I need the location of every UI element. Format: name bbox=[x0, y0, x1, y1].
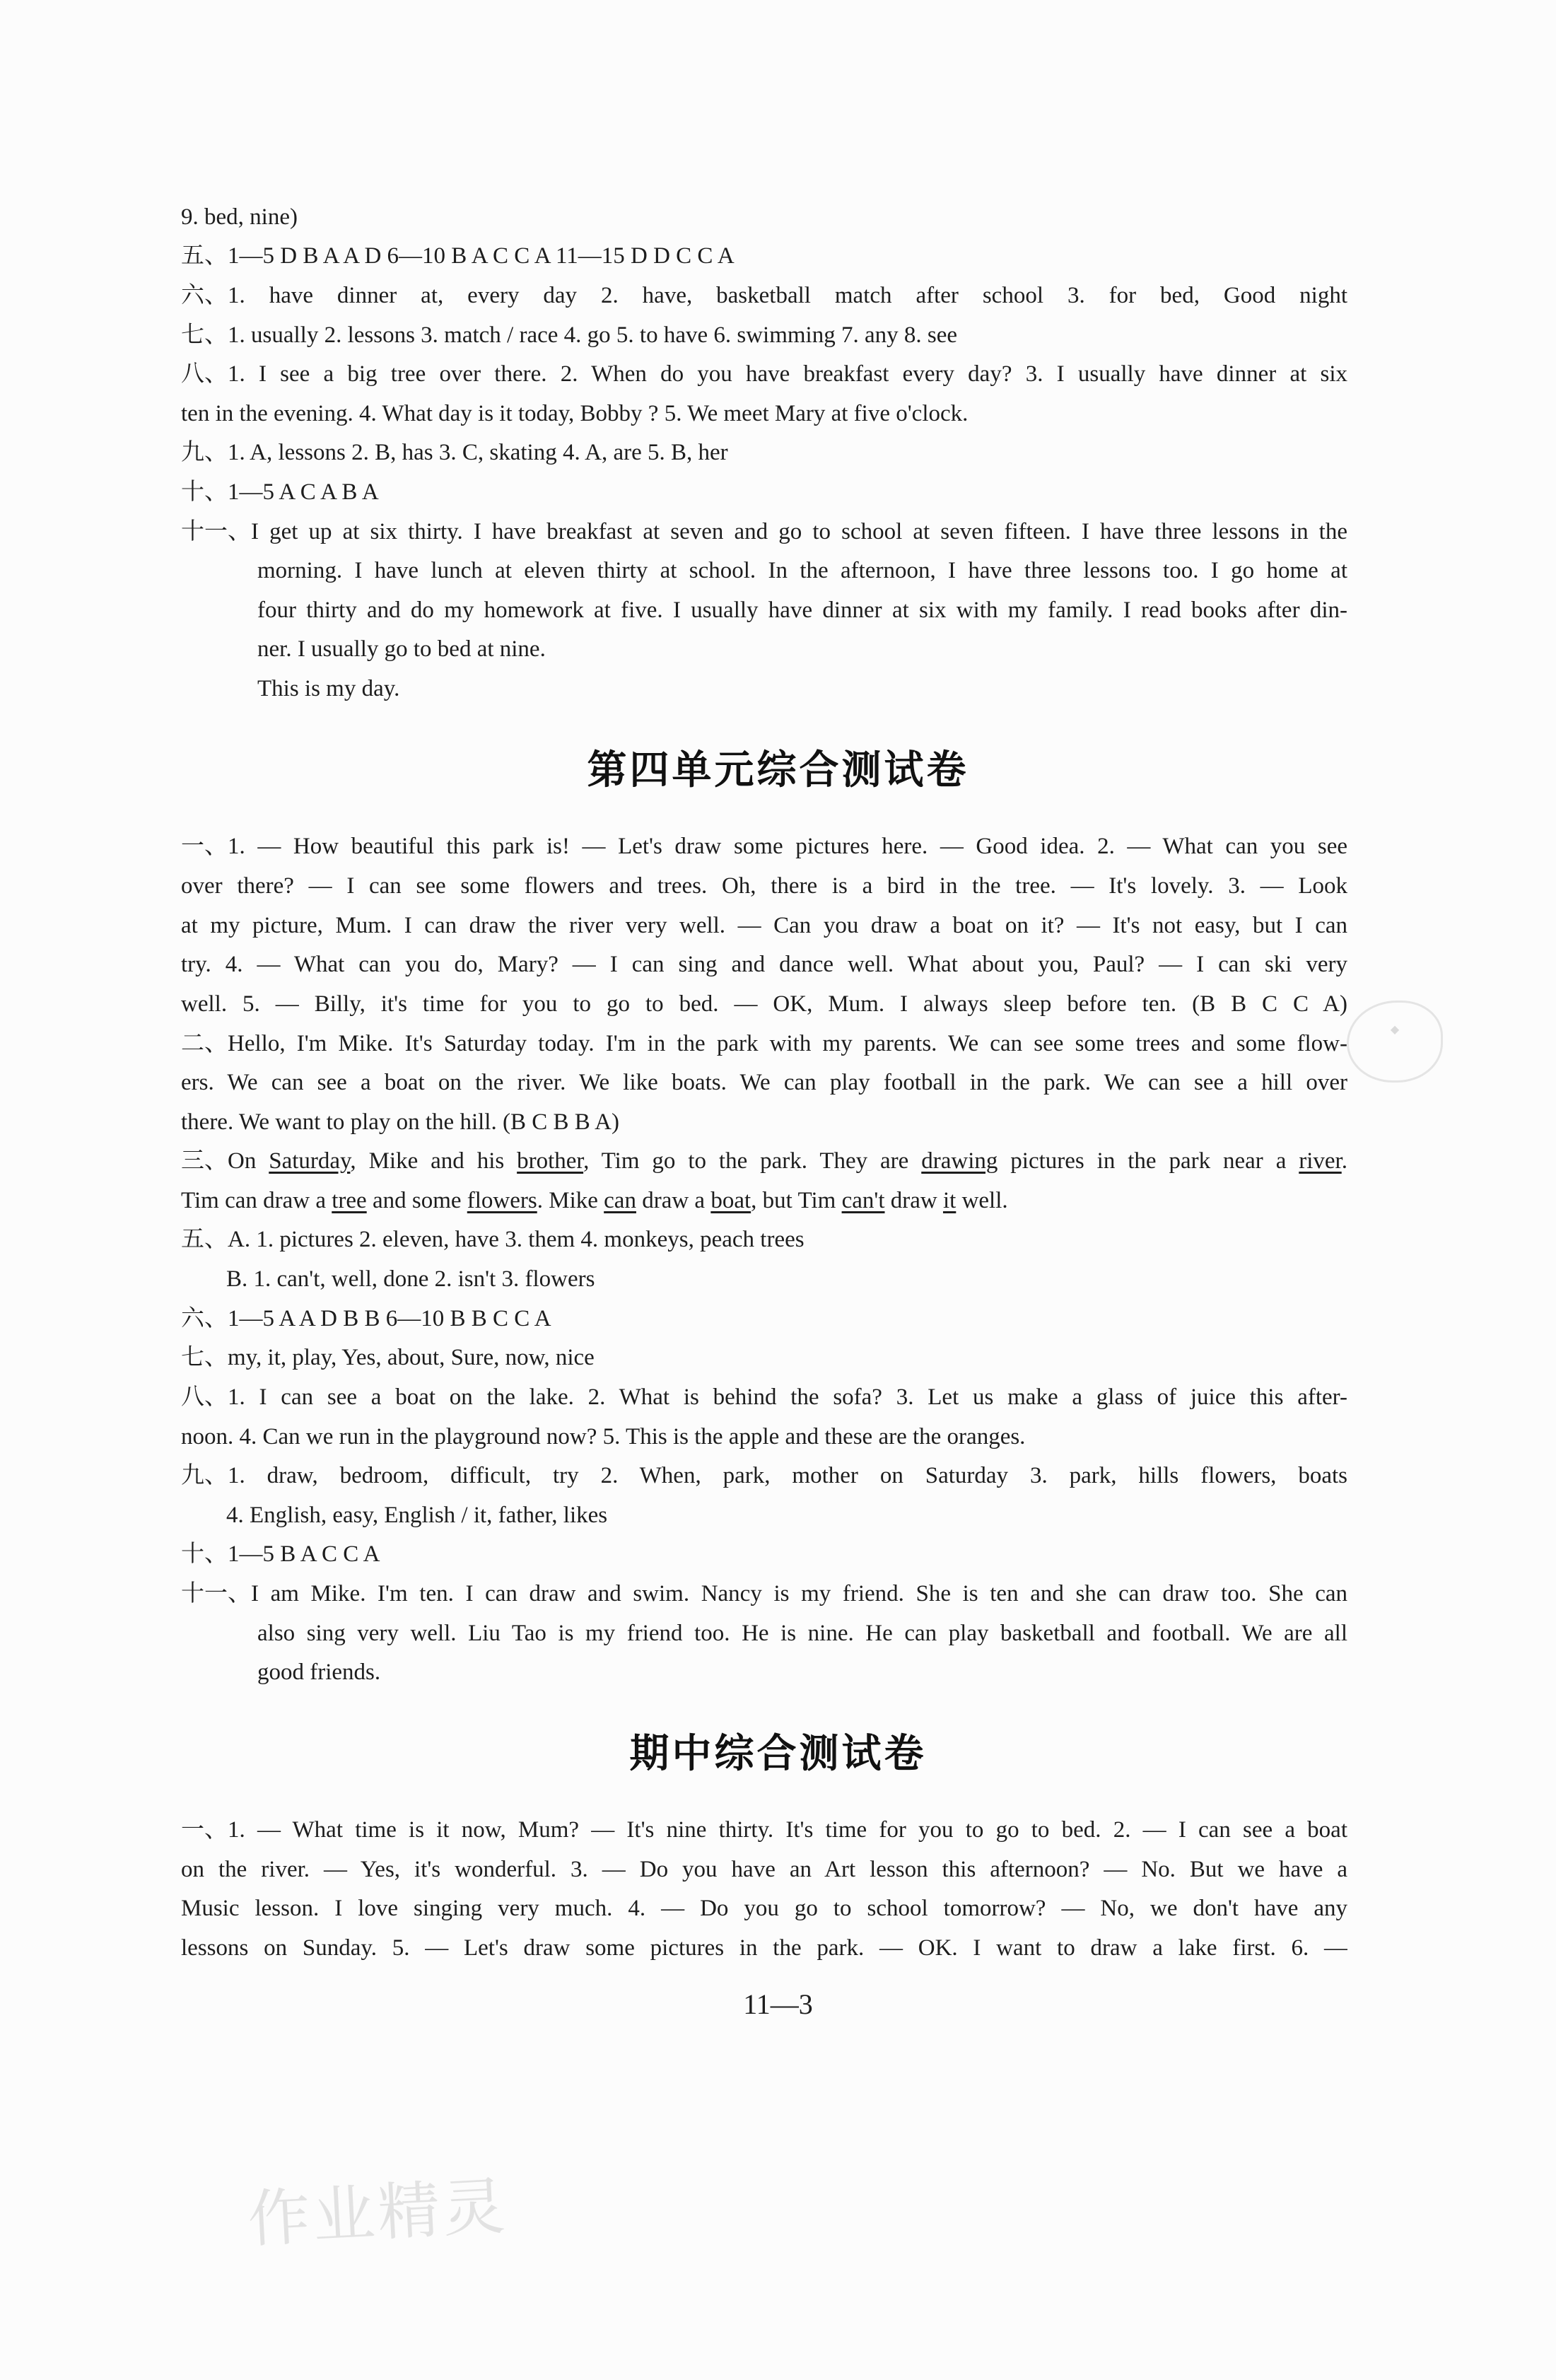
answer-line: on the river. — Yes, it's wonderful. 3. — Do you have an Art lesson this afternoon? — No. But we have a bbox=[181, 1857, 1347, 1882]
stamp-mark-icon: ◆ bbox=[1390, 1022, 1400, 1036]
section-heading-unit4: 第四单元综合测试卷 bbox=[587, 747, 969, 793]
answer-line: 十一、I am Mike. I'm ten. I can draw and swim. Nancy is my friend. She is ten and she can draw too. She can bbox=[181, 1581, 1347, 1606]
answer-line: 9. bed, nine) bbox=[181, 204, 298, 230]
section-heading-midterm: 期中综合测试卷 bbox=[629, 1731, 927, 1777]
answer-line: 七、1. usually 2. lessons 3. match / race 4. go 5. to have 6. swimming 7. any 8. see bbox=[181, 322, 957, 348]
answer-line: 八、1. I can see a boat on the lake. 2. What is behind the sofa? 3. Let us make a glass of juice this after- bbox=[181, 1384, 1347, 1410]
answer-line: 六、1—5 A A D B B 6—10 B B C C A bbox=[181, 1306, 551, 1331]
answer-line: Music lesson. I love singing very much. 4. — Do you go to school tomorrow? — No, we don't have any bbox=[181, 1896, 1347, 1921]
underlined-word: Saturday bbox=[269, 1148, 351, 1174]
answer-line: morning. I have lunch at eleven thirty at school. In the afternoon, I have three lessons too. I go home at bbox=[257, 558, 1347, 583]
answer-line: This is my day. bbox=[257, 676, 400, 701]
underlined-word: can bbox=[604, 1188, 636, 1213]
underlined-word: boat bbox=[710, 1188, 751, 1213]
answer-line: noon. 4. Can we run in the playground now? 5. This is the apple and these are the oranges. bbox=[181, 1424, 1026, 1449]
answer-line: 十、1—5 B A C C A bbox=[181, 1541, 380, 1567]
stamp-watermark bbox=[1347, 1001, 1443, 1083]
answer-line: well. 5. — Billy, it's time for you to go to bed. — OK, Mum. I always sleep before ten. (B B C C A) bbox=[181, 991, 1347, 1017]
answer-line: over there? — I can see some flowers and trees. Oh, there is a bird in the tree. — It's lovely. 3. — Look bbox=[181, 873, 1347, 899]
page-number: 11—3 bbox=[743, 1988, 813, 2020]
answer-line: 八、1. I see a big tree over there. 2. When do you have breakfast every day? 3. I usually have dinner at six bbox=[181, 361, 1347, 387]
answer-line: 六、1. have dinner at, every day 2. have, basketball match after school 3. for bed, Good night bbox=[181, 283, 1347, 308]
answer-line: ers. We can see a boat on the river. We like boats. We can play football in the park. We can see a hill over bbox=[181, 1070, 1347, 1095]
answer-line: 五、1—5 D B A A D 6—10 B A C C A 11—15 D D C C A bbox=[181, 243, 735, 269]
answer-line: 九、1. draw, bedroom, difficult, try 2. When, park, mother on Saturday 3. park, hills flowers, boats bbox=[181, 1463, 1347, 1488]
answer-line: lessons on Sunday. 5. — Let's draw some pictures in the park. — OK. I want to draw a lake first. 6. — bbox=[181, 1935, 1347, 1961]
answer-line: 二、Hello, I'm Mike. It's Saturday today. I'm in the park with my parents. We can see some trees and some flow- bbox=[181, 1031, 1347, 1056]
answer-line: ner. I usually go to bed at nine. bbox=[257, 636, 546, 662]
answer-line: 九、1. A, lessons 2. B, has 3. C, skating 4. A, are 5. B, her bbox=[181, 440, 728, 465]
underlined-word: drawing bbox=[921, 1148, 998, 1174]
answer-line: 五、A. 1. pictures 2. eleven, have 3. them 4. monkeys, peach trees bbox=[181, 1227, 805, 1252]
underlined-word: brother bbox=[517, 1148, 584, 1174]
answer-line: four thirty and do my homework at five. I usually have dinner at six with my family. I read books after din- bbox=[257, 597, 1347, 623]
underlined-word: can't bbox=[841, 1188, 885, 1213]
answer-line: 十一、I get up at six thirty. I have breakfast at seven and go to school at seven fifteen. I have three lessons in the bbox=[181, 519, 1347, 544]
underlined-word: it bbox=[942, 1188, 957, 1213]
answer-line: at my picture, Mum. I can draw the river very well. — Can you draw a boat on it? — It's not easy, but I can bbox=[181, 913, 1347, 938]
answer-line: 4. English, easy, English / it, father, likes bbox=[226, 1503, 608, 1528]
underlined-word: river bbox=[1299, 1148, 1342, 1174]
underlined-word: flowers bbox=[467, 1188, 537, 1213]
answer-line: ten in the evening. 4. What day is it today, Bobby ? 5. We meet Mary at five o'clock. bbox=[181, 401, 969, 426]
answer-line: B. 1. can't, well, done 2. isn't 3. flowers bbox=[226, 1266, 595, 1292]
watermark: 作业精灵 bbox=[245, 2169, 510, 2256]
answer-line: try. 4. — What can you do, Mary? — I can sing and dance well. What about you, Paul? — I can ski very bbox=[181, 952, 1347, 977]
answer-line: 一、1. — What time is it now, Mum? — It's nine thirty. It's time for you to go to bed. 2. — I can see a boat bbox=[181, 1817, 1347, 1843]
answer-line-underlined: Tim can draw a tree and some flowers. Mike can draw a boat, but Tim can't draw it well. bbox=[181, 1188, 1008, 1213]
underlined-word: tree bbox=[332, 1188, 367, 1213]
answer-line: 十、1—5 A C A B A bbox=[181, 479, 379, 505]
answer-line: 一、1. — How beautiful this park is! — Let's draw some pictures here. — Good idea. 2. — What can you see bbox=[181, 834, 1347, 859]
answer-line: also sing very well. Liu Tao is my friend too. He is nine. He can play basketball and football. We are all bbox=[257, 1621, 1347, 1646]
answer-line-underlined: 三、On Saturday, Mike and his brother, Tim go to the park. They are drawing pictures in the park near a river. bbox=[181, 1148, 1347, 1174]
answer-line: there. We want to play on the hill. (B C B B A) bbox=[181, 1109, 619, 1135]
answer-line: good friends. bbox=[257, 1659, 381, 1685]
answer-line: 七、my, it, play, Yes, about, Sure, now, nice bbox=[181, 1345, 595, 1370]
